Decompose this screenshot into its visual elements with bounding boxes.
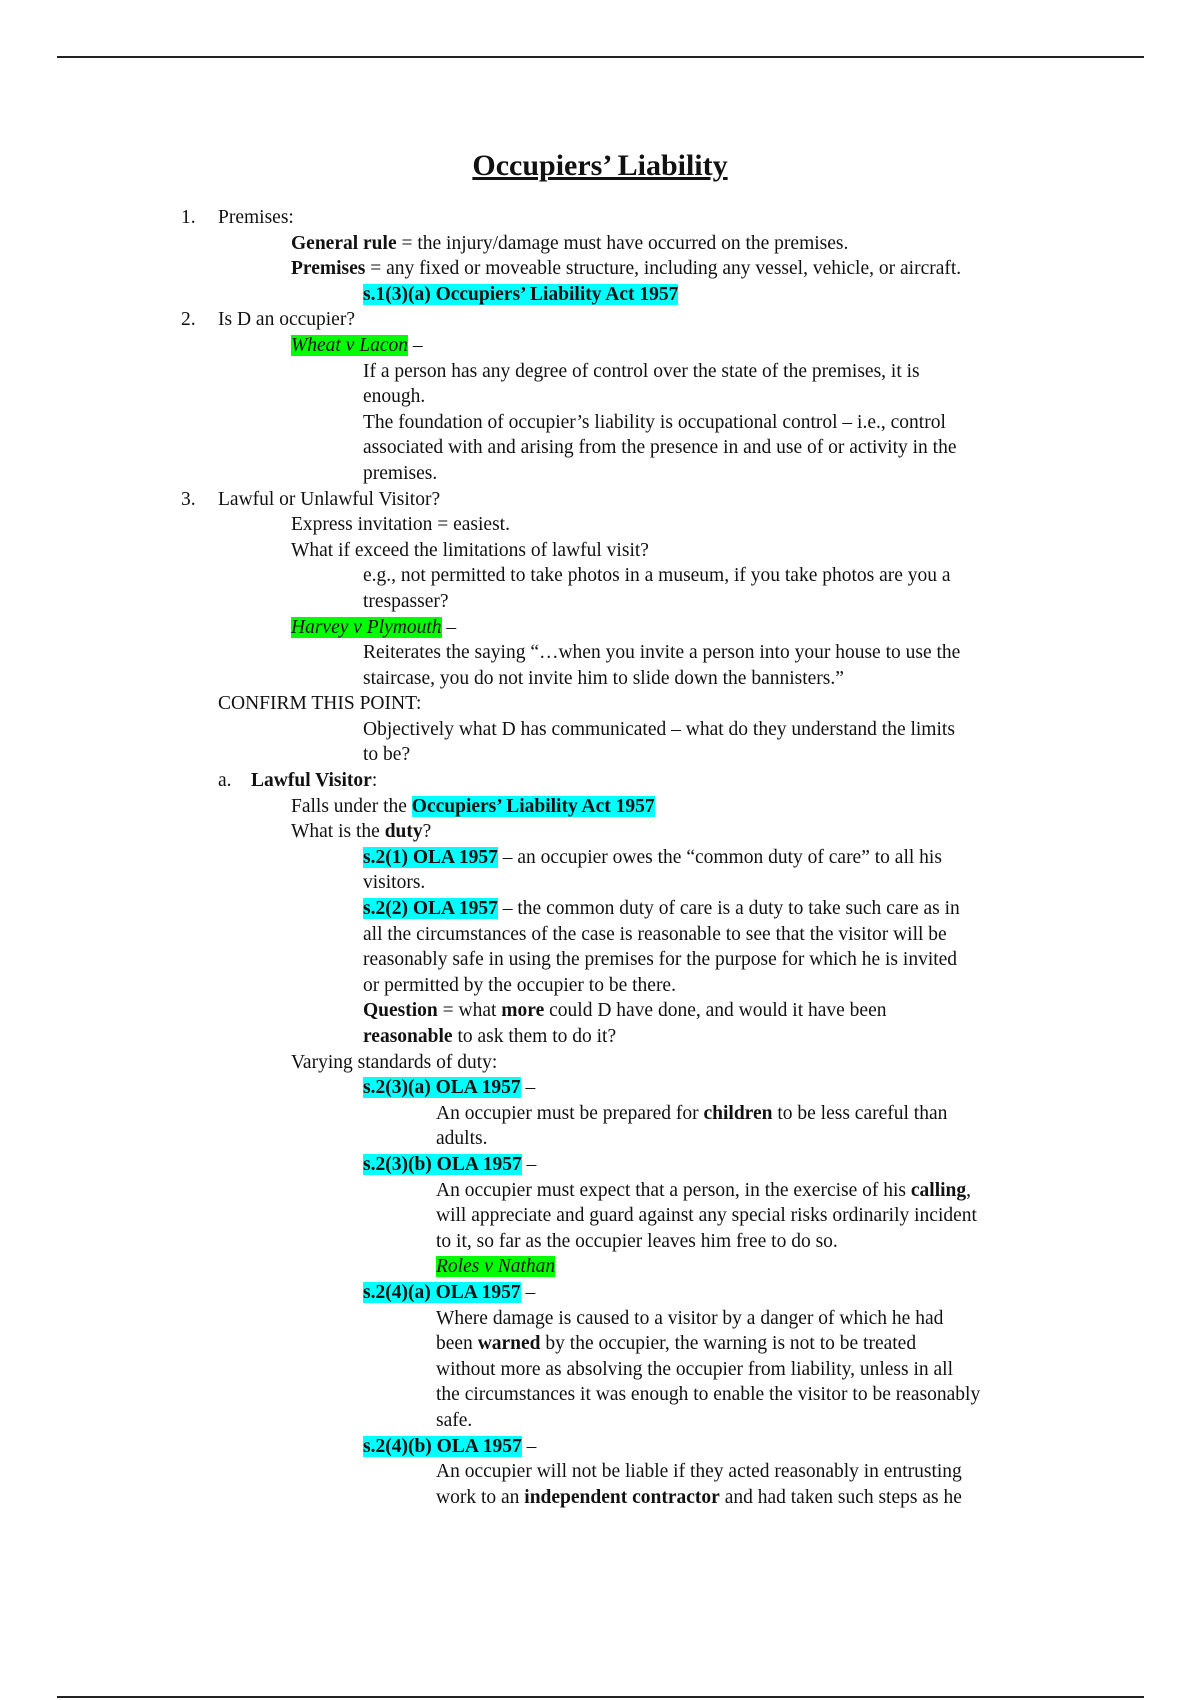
calling-line: An occupier must expect that a person, in the exercise of his calling,: [436, 1179, 972, 1201]
text-line: Objectively what D has communicated – what do they understand the limits: [363, 718, 955, 740]
text-line: Reiterates the saying “…when you invite a person into your house to use the: [363, 642, 961, 664]
text-line: visitors.: [363, 872, 426, 894]
text-line: the circumstances it was enough to enable the visitor to be reasonably: [436, 1384, 981, 1406]
text-line: without more as absolving the occupier from liability, unless in all: [436, 1358, 954, 1380]
subsection-a-heading: a. Lawful Visitor:: [218, 770, 378, 792]
case-roles-v-nathan: Roles v Nathan: [436, 1256, 556, 1278]
children-line: An occupier must be prepared for children to be less careful than: [436, 1102, 948, 1124]
text-line: staircase, you do not invite him to slide down the bannisters.”: [363, 667, 844, 689]
text-line: If a person has any degree of control over the state of the premises, it is: [363, 360, 920, 382]
statute-s24b-line: s.2(4)(b) OLA 1957 –: [363, 1435, 537, 1457]
general-rule-line: General rule = the injury/damage must have occurred on the premises.: [291, 232, 849, 254]
statute-s24a-line: s.2(4)(a) OLA 1957 –: [363, 1281, 536, 1303]
text-line: What if exceed the limitations of lawful visit?: [291, 539, 649, 561]
text-line: to be?: [363, 744, 411, 766]
text-line: or permitted by the occupier to be there.: [363, 974, 676, 996]
document-body: [0, 205, 1200, 1510]
section-1-heading: 1. Premises:: [181, 207, 294, 228]
text-line: An occupier will not be liable if they acted reasonably in entrusting: [436, 1461, 962, 1483]
text-line: associated with and arising from the presence in and use of or activity in the: [363, 437, 957, 459]
warned-line: been warned by the occupier, the warning is not to be treated: [436, 1333, 917, 1355]
bottom-rule: [57, 1696, 1144, 1698]
falls-under-line: Falls under the Occupiers’ Liability Act 1957: [291, 795, 655, 817]
premises-definition-line: Premises = any fixed or moveable structure, including any vessel, vehicle, or aircraft.: [291, 258, 962, 280]
question-line: Question = what more could D have done, and would it have been: [363, 1000, 887, 1022]
statute-s22-line: s.2(2) OLA 1957 – the common duty of care is a duty to take such care as in: [363, 898, 960, 920]
case-wheat-v-lacon: Wheat v Lacon –: [291, 334, 423, 356]
text-line: Express invitation = easiest.: [291, 514, 510, 536]
text-line: trespasser?: [363, 590, 449, 612]
statute-ref-s13a: s.1(3)(a) Occupiers’ Liability Act 1957: [363, 283, 679, 305]
text-line: adults.: [436, 1128, 488, 1150]
text-line: all the circumstances of the case is reasonable to see that the visitor will be: [363, 923, 947, 945]
statute-s21-line: s.2(1) OLA 1957 – an occupier owes the “common duty of care” to all his: [363, 846, 942, 868]
case-harvey-v-plymouth: Harvey v Plymouth –: [291, 616, 457, 638]
section-3-heading: 3. Lawful or Unlawful Visitor?: [181, 488, 441, 510]
section-2-heading: 2. Is D an occupier?: [181, 309, 355, 331]
text-line: enough.: [363, 386, 426, 408]
text-line: will appreciate and guard against any special risks ordinarily incident: [436, 1205, 977, 1227]
confirm-note: CONFIRM THIS POINT:: [218, 693, 422, 715]
duty-question-line: What is the duty?: [291, 821, 432, 843]
top-rule: [57, 56, 1144, 58]
text-line: safe.: [436, 1409, 473, 1431]
page-title: Occupiers’ Liability: [472, 149, 728, 182]
text-line: Where damage is caused to a visitor by a danger of which he had: [436, 1307, 944, 1329]
text-line: to it, so far as the occupier leaves him free to do so.: [436, 1230, 838, 1252]
text-line: e.g., not permitted to take photos in a museum, if you take photos are you a: [363, 565, 951, 587]
question-line-2: reasonable to ask them to do it?: [363, 1026, 617, 1047]
text-line: Varying standards of duty:: [291, 1051, 498, 1073]
text-line: reasonably safe in using the premises for the purpose for which he is invited: [363, 949, 958, 971]
text-line: The foundation of occupier’s liability is occupational control – i.e., control: [363, 411, 946, 433]
statute-s23b-line: s.2(3)(b) OLA 1957 –: [363, 1153, 537, 1175]
statute-s23a-line: s.2(3)(a) OLA 1957 –: [363, 1077, 536, 1099]
text-line: premises.: [363, 462, 438, 484]
contractor-line: work to an independent contractor and had taken such steps as he: [436, 1486, 962, 1508]
